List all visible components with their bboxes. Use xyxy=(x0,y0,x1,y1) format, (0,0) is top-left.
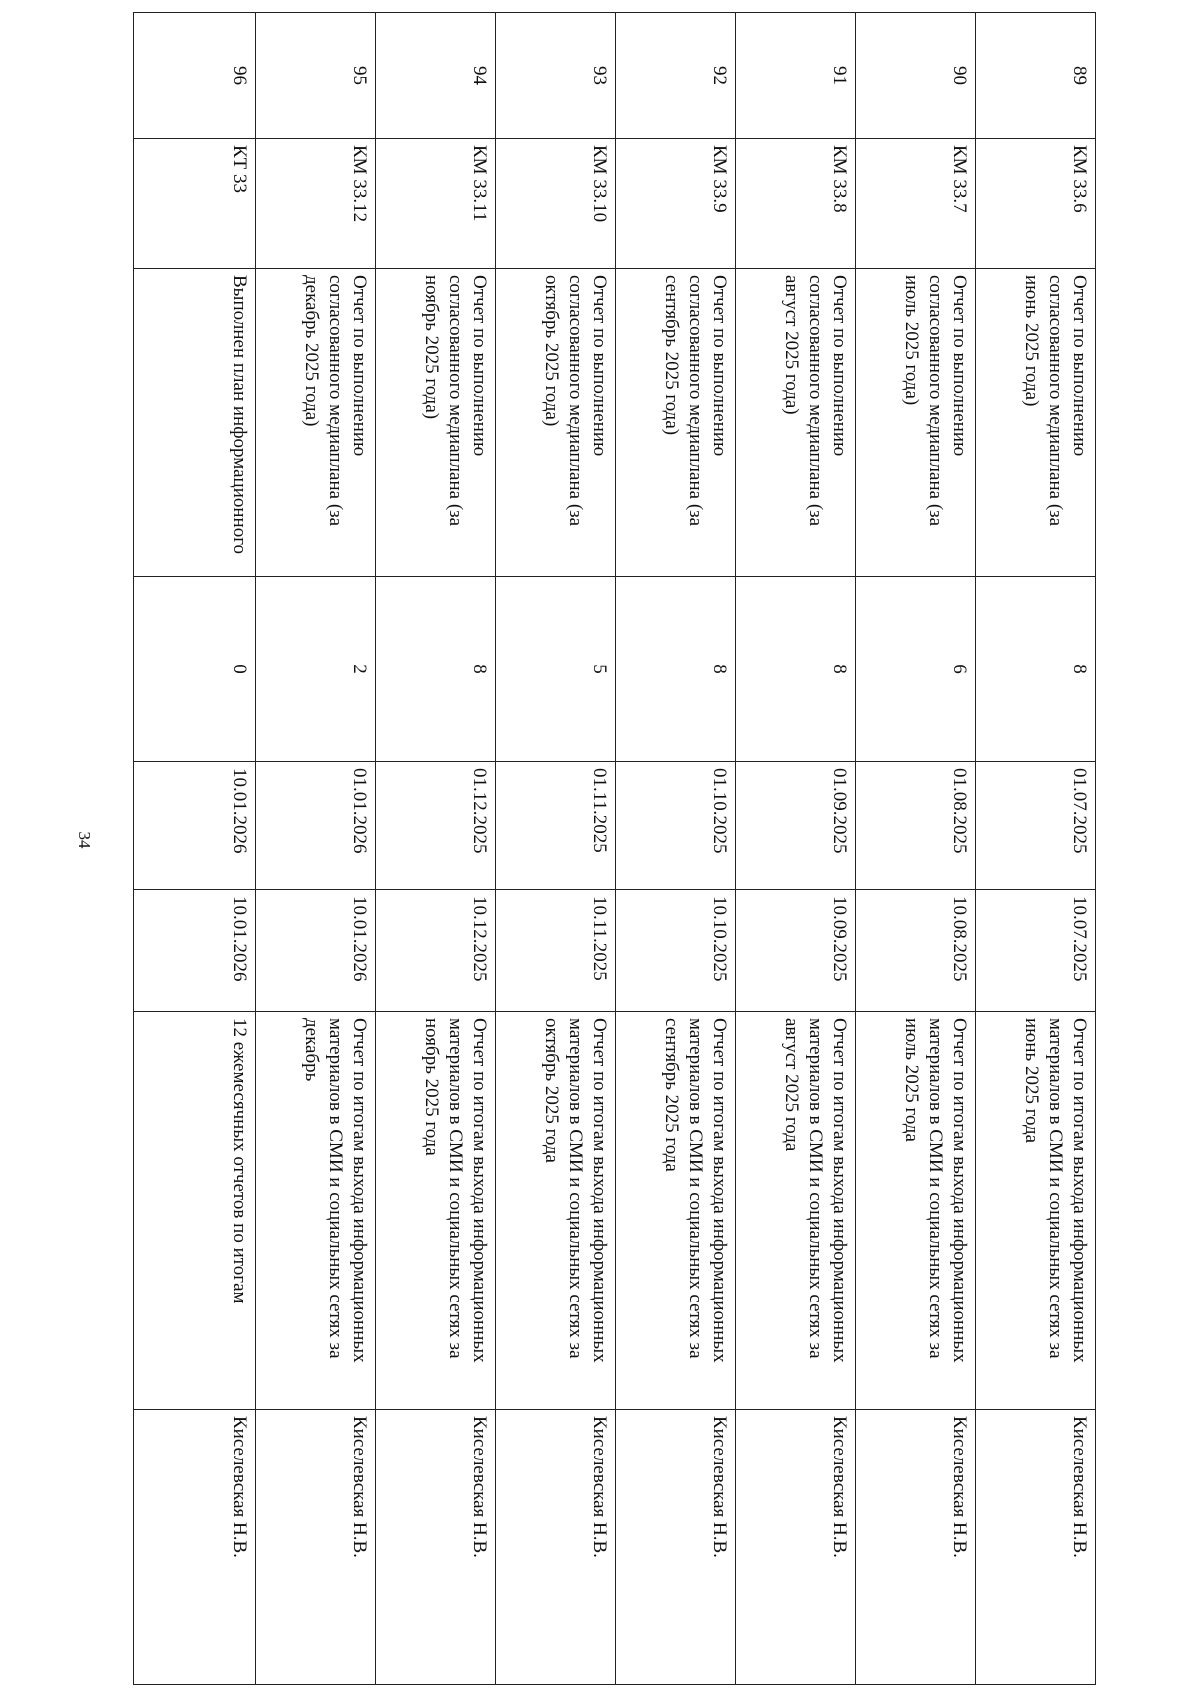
count-cell: 8 xyxy=(376,577,496,762)
end-date-cell: 10.10.2025 xyxy=(616,890,736,1012)
start-date-cell: 01.08.2025 xyxy=(856,762,976,890)
description-cell: Отчет по выполнению согласованного медиаплана (за июнь 2025 года) xyxy=(976,269,1096,577)
description-cell: Выполнен план информационного xyxy=(134,269,256,577)
result-document-cell: Отчет по итогам выхода информационных материалов в СМИ и социальных сетях за июнь 2025 года xyxy=(976,1012,1096,1410)
description-cell: Отчет по выполнению согласованного медиаплана (за октябрь 2025 года) xyxy=(496,269,616,577)
milestone-code-cell: КТ 33 xyxy=(134,139,256,269)
table-body xyxy=(134,13,1096,1685)
end-date-cell: 10.01.2026 xyxy=(256,890,376,1012)
table-row xyxy=(376,13,496,1685)
start-date-cell: 10.01.2026 xyxy=(134,762,256,890)
row-number-cell: 93 xyxy=(496,13,616,139)
row-number-cell: 96 xyxy=(134,13,256,139)
row-number-cell: 94 xyxy=(376,13,496,139)
row-number-cell: 92 xyxy=(616,13,736,139)
responsible-person-cell: Киселевская Н.В. xyxy=(134,1410,256,1685)
table-row xyxy=(736,13,856,1685)
responsible-person-cell: Киселевская Н.В. xyxy=(496,1410,616,1685)
end-date-cell: 10.12.2025 xyxy=(376,890,496,1012)
milestone-code-cell: КМ 33.7 xyxy=(856,139,976,269)
end-date-cell: 10.07.2025 xyxy=(976,890,1096,1012)
page-number: 34 xyxy=(75,831,94,849)
result-document-cell: Отчет по итогам выхода информационных материалов в СМИ и социальных сетях за август 2025 года xyxy=(736,1012,856,1410)
description-cell: Отчет по выполнению согласованного медиаплана (за июль 2025 года) xyxy=(856,269,976,577)
table-row xyxy=(856,13,976,1685)
responsible-person-cell: Киселевская Н.В. xyxy=(856,1410,976,1685)
result-document-cell: Отчет по итогам выхода информационных материалов в СМИ и социальных сетях за октябрь 2025 года xyxy=(496,1012,616,1410)
table-row xyxy=(496,13,616,1685)
row-number-cell: 91 xyxy=(736,13,856,139)
table-row xyxy=(256,13,376,1685)
count-cell: 8 xyxy=(976,577,1096,762)
table-row xyxy=(134,13,256,1685)
responsible-person-cell: Киселевская Н.В. xyxy=(976,1410,1096,1685)
result-document-cell: Отчет по итогам выхода информационных материалов в СМИ и социальных сетях за сентябрь 2025 года xyxy=(616,1012,736,1410)
responsible-person-cell: Киселевская Н.В. xyxy=(736,1410,856,1685)
milestone-code-cell: КМ 33.11 xyxy=(376,139,496,269)
start-date-cell: 01.11.2025 xyxy=(496,762,616,890)
result-document-cell: Отчет по итогам выхода информационных материалов в СМИ и социальных сетях за декабрь xyxy=(256,1012,376,1410)
start-date-cell: 01.07.2025 xyxy=(976,762,1096,890)
count-cell: 2 xyxy=(256,577,376,762)
start-date-cell: 01.09.2025 xyxy=(736,762,856,890)
milestone-code-cell: КМ 33.12 xyxy=(256,139,376,269)
milestone-code-cell: КМ 33.8 xyxy=(736,139,856,269)
result-document-cell: 12 ежемесячных отчетов по итогам xyxy=(134,1012,256,1410)
end-date-cell: 10.09.2025 xyxy=(736,890,856,1012)
description-cell: Отчет по выполнению согласованного медиаплана (за август 2025 года) xyxy=(736,269,856,577)
end-date-cell: 10.11.2025 xyxy=(496,890,616,1012)
count-cell: 0 xyxy=(134,577,256,762)
count-cell: 6 xyxy=(856,577,976,762)
milestone-code-cell: КМ 33.9 xyxy=(616,139,736,269)
milestone-code-cell: КМ 33.6 xyxy=(976,139,1096,269)
description-cell: Отчет по выполнению согласованного медиаплана (за ноябрь 2025 года) xyxy=(376,269,496,577)
end-date-cell: 10.01.2026 xyxy=(134,890,256,1012)
start-date-cell: 01.12.2025 xyxy=(376,762,496,890)
end-date-cell: 10.08.2025 xyxy=(856,890,976,1012)
description-cell: Отчет по выполнению согласованного медиаплана (за сентябрь 2025 года) xyxy=(616,269,736,577)
count-cell: 5 xyxy=(496,577,616,762)
start-date-cell: 01.10.2025 xyxy=(616,762,736,890)
row-number-cell: 90 xyxy=(856,13,976,139)
table-row xyxy=(976,13,1096,1685)
responsible-person-cell: Киселевская Н.В. xyxy=(256,1410,376,1685)
count-cell: 8 xyxy=(736,577,856,762)
result-document-cell: Отчет по итогам выхода информационных материалов в СМИ и социальных сетях за июль 2025 года xyxy=(856,1012,976,1410)
start-date-cell: 01.01.2026 xyxy=(256,762,376,890)
responsible-person-cell: Киселевская Н.В. xyxy=(616,1410,736,1685)
row-number-cell: 95 xyxy=(256,13,376,139)
result-document-cell: Отчет по итогам выхода информационных материалов в СМИ и социальных сетях за ноябрь 2025 года xyxy=(376,1012,496,1410)
table-row xyxy=(616,13,736,1685)
description-cell: Отчет по выполнению согласованного медиаплана (за декабрь 2025 года) xyxy=(256,269,376,577)
responsible-person-cell: Киселевская Н.В. xyxy=(376,1410,496,1685)
count-cell: 8 xyxy=(616,577,736,762)
row-number-cell: 89 xyxy=(976,13,1096,139)
milestone-code-cell: КМ 33.10 xyxy=(496,139,616,269)
schedule-table xyxy=(133,12,1096,1685)
rotated-table-container xyxy=(134,12,1096,1684)
